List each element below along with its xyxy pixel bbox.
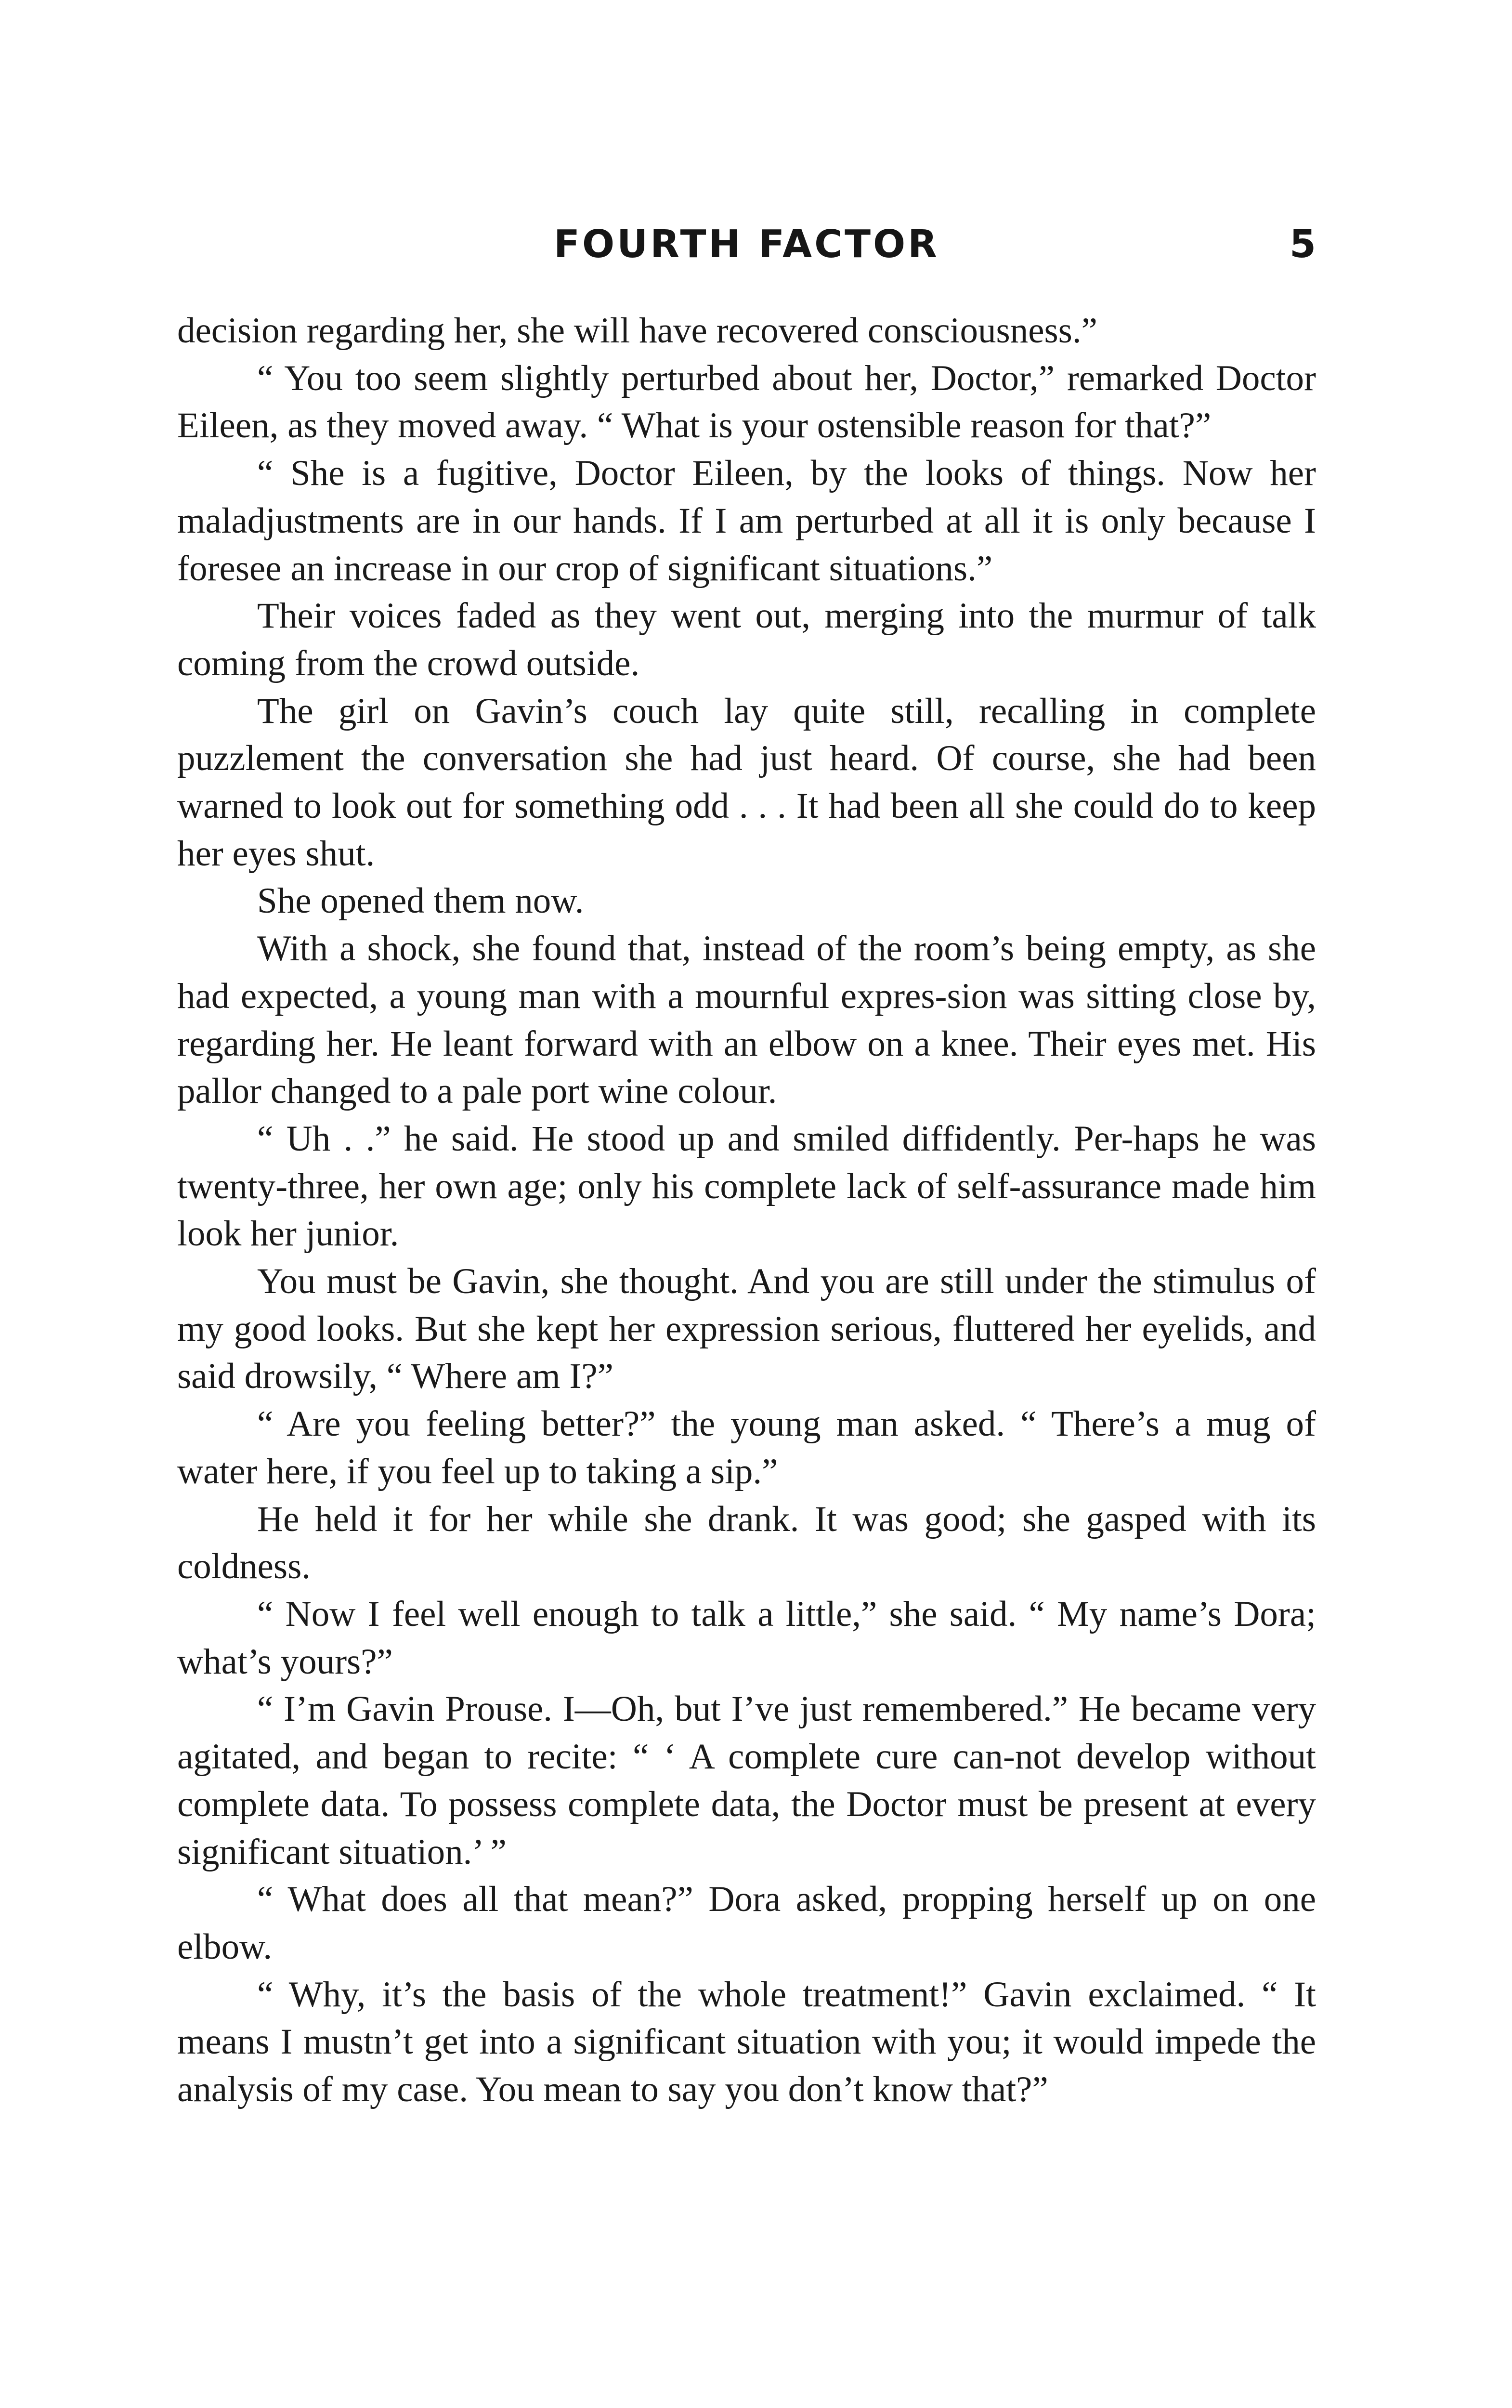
running-head — [177, 218, 1316, 271]
paragraph: He held it for her while she drank. It was good; she gasped with its coldness. — [177, 1499, 1316, 1587]
paragraph: With a shock, she found that, instead of the room’s being empty, as she had expected, a young man with a mournful expres-sion was sitting close by, regarding her. He leant forward with an elbow on a knee. Their eyes met. His pallor changed to a pale port wine colour. — [177, 929, 1316, 1112]
paragraph: “ Why, it’s the basis of the whole treatment!” Gavin exclaimed. “ It means I mustn’t get into a significant situation with you; it would impede the analysis of my case. You mean to say you don’t know that?” — [177, 1974, 1316, 2110]
paragraph: “ Uh . .” he said. He stood up and smiled diffidently. Per-haps he was twenty-three, her own age; only his complete lack of self-assurance made him look her junior. — [177, 1118, 1316, 1254]
paragraph: “ She is a fugitive, Doctor Eileen, by the looks of things. Now her maladjustments are in our hands. If I am perturbed at all it is only because I foresee an increase in our crop of significant situations.” — [177, 453, 1316, 589]
paragraph: She opened them now. — [257, 881, 584, 921]
paragraph: You must be Gavin, she thought. And you are still under the stimulus of my good looks. But she kept her expression serious, fluttered her eyelids, and said drowsily, “ Where am I?” — [177, 1261, 1316, 1397]
paragraph: “ You too seem slightly perturbed about her, Doctor,” remarked Doctor Eileen, as they moved away. “ What is your ostensible reason for that?” — [177, 358, 1316, 446]
paragraph: decision regarding her, she will have recovered consciousness.” — [177, 311, 1097, 351]
body-text — [177, 307, 1316, 2114]
page-number: 5 — [1290, 222, 1316, 266]
paragraph: “ Are you feeling better?” the young man asked. “ There’s a mug of water here, if you feel up to taking a sip.” — [177, 1404, 1316, 1492]
paragraph: “ Now I feel well enough to talk a little,” she said. “ My name’s Dora; what’s yours?” — [177, 1594, 1316, 1682]
paragraph: “ I’m Gavin Prouse. I—Oh, but I’ve just remembered.” He became very agitated, and began to recite: “ ‘ A complete cure can-not develop without complete data. To possess complete data, the Doctor must be present at every significant situation.’ ” — [177, 1689, 1316, 1872]
paragraph: “ What does all that mean?” Dora asked, propping herself up on one elbow. — [177, 1879, 1316, 1967]
chapter-title: FOURTH FACTOR — [554, 222, 939, 266]
paragraph: Their voices faded as they went out, merging into the murmur of talk coming from the crowd outside. — [177, 596, 1316, 683]
paragraph: The girl on Gavin’s couch lay quite still, recalling in complete puzzlement the conversation she had just heard. Of course, she had been warned to look out for something odd . . . It had been all she could do to keep her eyes shut. — [177, 691, 1316, 874]
